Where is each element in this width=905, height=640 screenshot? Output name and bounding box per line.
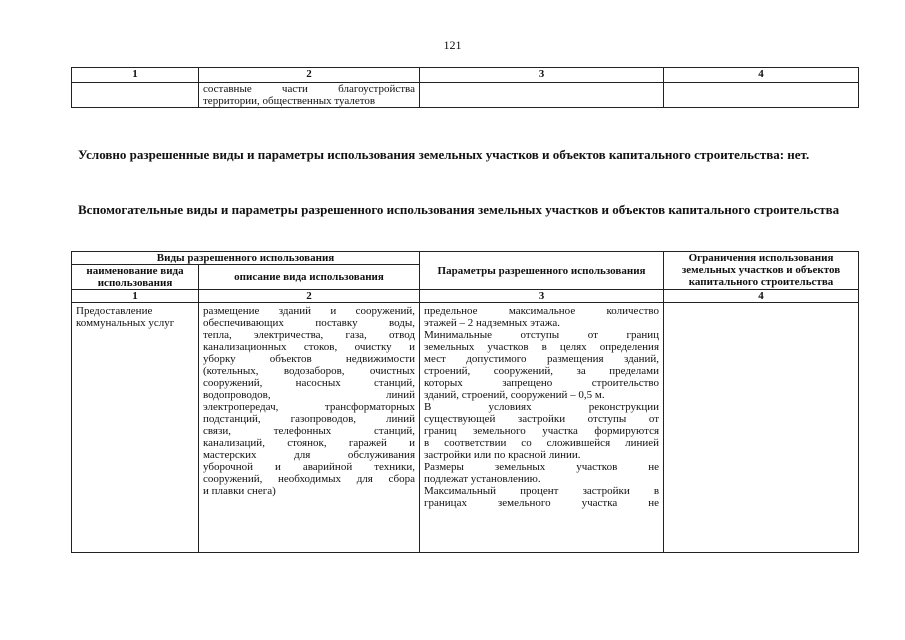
table-row	[72, 83, 859, 108]
page-number: 121	[443, 38, 462, 52]
continued-table	[71, 67, 859, 108]
params-line: В условиях реконструкции	[424, 401, 660, 413]
params-line: границ земельного участка формируются	[424, 425, 660, 437]
section-heading-auxiliary: Вспомогательные виды и параметры разрешенного использования земельных участков и объектов капитального строительства	[78, 202, 840, 217]
description-line: сооружений, насосных станций,	[203, 377, 416, 389]
params-line: существующей застройки отступы от	[424, 413, 660, 425]
column-number: 2	[199, 290, 420, 303]
params-line: мест допустимого размещения зданий,	[424, 353, 660, 365]
params-line: в соответствии со сложившейся линией	[424, 437, 660, 449]
params-line: застройки или по красной линии.	[424, 449, 581, 461]
params-line: подлежат установлению.	[424, 473, 541, 485]
description-line: размещение зданий и сооружений,	[203, 305, 416, 317]
params-line: предельное максимальное количество	[424, 305, 660, 317]
column-number: 2	[199, 68, 420, 83]
group-header-uses: Виды разрешенного использования	[72, 252, 420, 265]
table-cell	[664, 83, 859, 108]
table-cell: составные части благоустройства территории, общественных туалетов	[199, 83, 420, 108]
use-restrictions-cell	[664, 303, 859, 553]
restrictions-header: Ограничения использования земельных участков и объектов капитального строительства	[664, 252, 859, 290]
auxiliary-uses-table	[71, 251, 859, 553]
description-line: тепла, электричества, газа, отвод	[203, 329, 416, 341]
name-subheader: наименование вида использования	[72, 265, 199, 290]
use-description-cell	[199, 303, 420, 553]
table-cell	[420, 83, 664, 108]
params-line: этажей – 2 надземных этажа.	[424, 317, 561, 329]
description-line: мастерских для обслуживания	[203, 449, 416, 461]
description-line: (котельных, водозаборов, очистных	[203, 365, 416, 377]
params-line: зданий, строений, сооружений – 0,5 м.	[424, 389, 605, 401]
description-line: канализационных стоков, очистку и	[203, 341, 416, 353]
description-line: обеспечивающих поставку воды,	[203, 317, 416, 329]
column-number: 1	[72, 68, 199, 83]
table-row	[72, 303, 859, 553]
description-line: уборочной и аварийной техники,	[203, 461, 416, 473]
params-line: строений, сооружений, за пределами	[424, 365, 660, 377]
description-line: канализаций, стоянок, гаражей и	[203, 437, 416, 449]
table-header-row	[72, 68, 859, 83]
use-params-cell	[420, 303, 664, 553]
column-number: 3	[420, 68, 664, 83]
description-subheader: описание вида использования	[199, 265, 420, 290]
params-header: Параметры разрешенного использования	[420, 252, 664, 290]
section-heading-conditional: Условно разрешенные виды и параметры использования земельных участков и объектов капитального строительства: нет.	[78, 147, 810, 162]
column-number: 3	[420, 290, 664, 303]
description-line: подстанций, газопроводов, линий	[203, 413, 416, 425]
params-line: Минимальные отступы от границ	[424, 329, 660, 341]
column-number: 1	[72, 290, 199, 303]
params-line: границах земельного участка не	[424, 497, 660, 509]
table-cell	[72, 83, 199, 108]
use-name-cell: Предоставление коммунальных услуг	[72, 303, 199, 553]
description-line: электропередач, трансформаторных	[203, 401, 416, 413]
description-line: и плавки снега)	[203, 485, 276, 497]
params-line: Размеры земельных участков не	[424, 461, 660, 473]
description-line: уборку объектов недвижимости	[203, 353, 416, 365]
params-line: земельных участков в целях определения	[424, 341, 660, 353]
params-line: Максимальный процент застройки в	[424, 485, 660, 497]
description-line: сооружений, необходимых для сбора	[203, 473, 416, 485]
column-number: 4	[664, 68, 859, 83]
description-line: связи, телефонных станций,	[203, 425, 416, 437]
column-number: 4	[664, 290, 859, 303]
description-line: водопроводов, линий	[203, 389, 416, 401]
params-line: которых запрещено строительство	[424, 377, 660, 389]
